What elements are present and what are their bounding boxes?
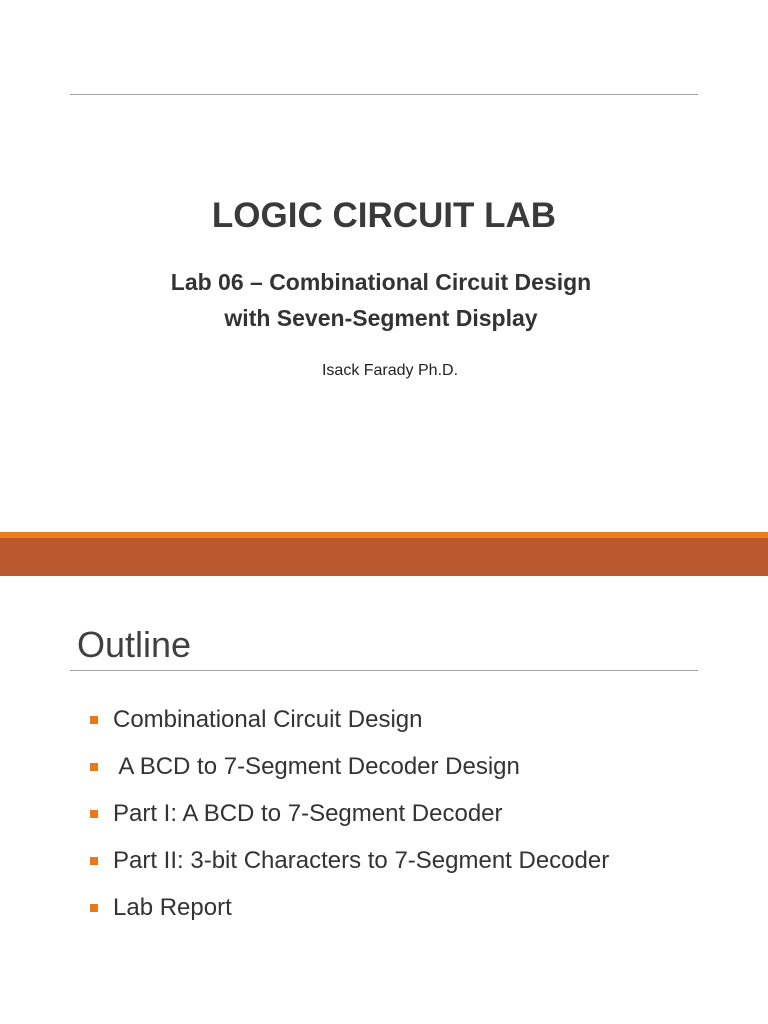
square-bullet-icon	[90, 904, 98, 912]
author-name: Isack Farady Ph.D.	[321, 362, 459, 379]
list-item-label: A BCD to 7-Segment Decoder Design	[113, 753, 520, 780]
square-bullet-icon	[90, 763, 98, 771]
slide-subtitle	[0, 264, 762, 336]
list-item-label: Part II: 3-bit Characters to 7-Segment Decoder	[113, 847, 610, 874]
outline-divider	[70, 670, 698, 671]
list-item	[90, 753, 520, 800]
subtitle-line-1: Lab 06 – Combinational Circuit Design	[170, 269, 592, 295]
list-item-label: Part I: A BCD to 7-Segment Decoder	[113, 800, 503, 827]
outline-slide	[0, 576, 768, 1024]
subtitle-line-2: with Seven-Segment Display	[224, 305, 538, 331]
list-item	[90, 800, 503, 847]
slide-title: LOGIC CIRCUIT LAB	[211, 196, 557, 235]
square-bullet-icon	[90, 716, 98, 724]
list-item	[90, 706, 423, 753]
list-item	[90, 847, 610, 894]
separator-rust-strip	[0, 538, 768, 576]
title-divider	[70, 94, 698, 95]
outline-heading: Outline	[77, 624, 192, 665]
square-bullet-icon	[90, 857, 98, 865]
list-item-label: Lab Report	[113, 894, 232, 921]
outline-list	[90, 706, 610, 941]
list-item-label: Combinational Circuit Design	[113, 706, 423, 733]
slide-separator-band	[0, 532, 768, 576]
square-bullet-icon	[90, 810, 98, 818]
list-item	[90, 894, 232, 941]
